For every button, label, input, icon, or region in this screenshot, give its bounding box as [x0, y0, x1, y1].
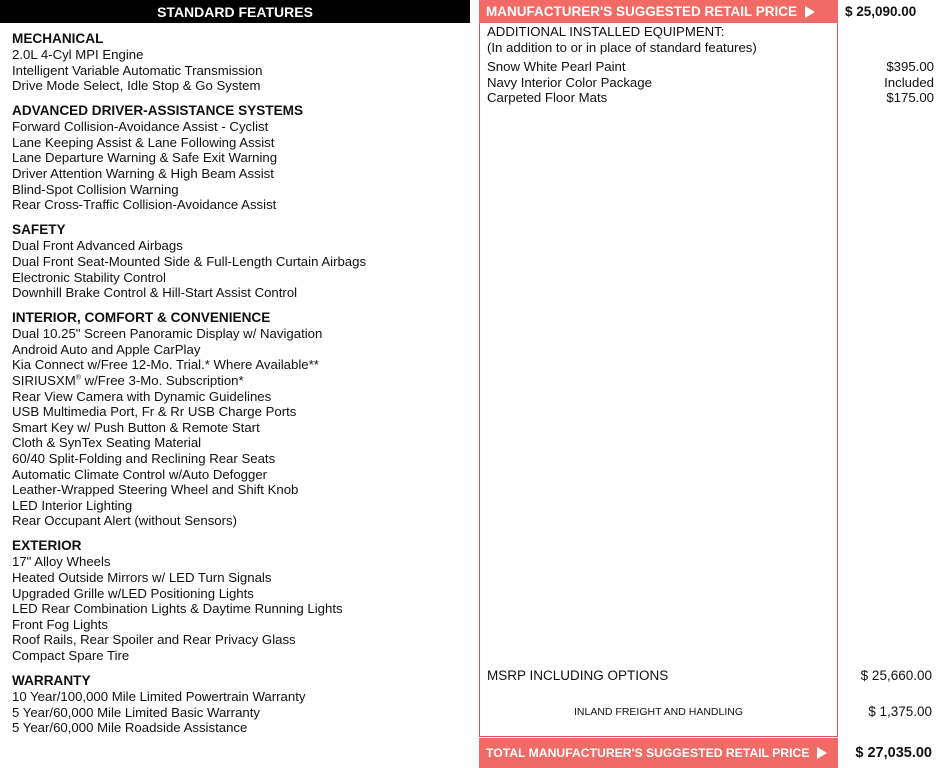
feature-item: LED Interior Lighting [12, 497, 133, 513]
feature-item: Electronic Stability Control [12, 269, 166, 285]
feature-item: SIRIUSXM® w/Free 3-Mo. Subscription* [12, 373, 244, 388]
feature-item: Dual 10.25" Screen Panoramic Display w/ Navigation [12, 326, 323, 342]
section-title: INTERIOR, COMFORT & CONVENIENCE [12, 310, 271, 326]
msrp-header [479, 0, 838, 23]
msrp-including-options-label: MSRP INCLUDING OPTIONS [487, 668, 669, 683]
feature-item: 5 Year/60,000 Mile Limited Basic Warranty [12, 704, 260, 720]
section-title: SAFETY [12, 222, 66, 238]
section-title: MECHANICAL [12, 31, 104, 46]
feature-section [12, 222, 472, 300]
feature-item: Automatic Climate Control w/Auto Defogger [12, 466, 268, 482]
option-name: Carpeted Floor Mats [487, 90, 608, 106]
standard-features-header [0, 0, 470, 23]
feature-item: Heated Outside Mirrors w/ LED Turn Signals [12, 570, 272, 586]
feature-item: Smart Key w/ Push Button & Remote Start [12, 419, 260, 435]
feature-item: Lane Departure Warning & Safe Exit Warning [12, 150, 278, 166]
total-msrp-header [479, 738, 838, 768]
feature-item: 17" Alloy Wheels [12, 554, 111, 570]
section-title: EXTERIOR [12, 538, 82, 554]
options-subtitle: (In addition to or in place of standard features) [487, 39, 757, 55]
feature-item: 10 Year/100,000 Mile Limited Powertrain Warranty [12, 689, 306, 705]
feature-item: Compact Spare Tire [12, 648, 130, 663]
option-name: Snow White Pearl Paint [487, 59, 626, 74]
feature-item: Downhill Brake Control & Hill-Start Assist Control [12, 285, 298, 301]
pricing-panel [479, 0, 838, 737]
feature-item: LED Rear Combination Lights & Daytime Running Lights [12, 601, 343, 617]
feature-item: Roof Rails, Rear Spoiler and Rear Privacy Glass [12, 632, 296, 648]
feature-section [12, 310, 472, 529]
option-row [487, 75, 934, 91]
feature-item: Kia Connect w/Free 12-Mo. Trial.* Where Available** [12, 357, 319, 373]
msrp-including-options-value: $ 25,660.00 [860, 668, 932, 683]
feature-item: Forward Collision-Avoidance Assist - Cyclist [12, 119, 269, 135]
feature-item: Cloth & SynTex Seating Material [12, 435, 202, 451]
feature-item: 2.0L 4-Cyl MPI Engine [12, 47, 144, 62]
feature-item: Drive Mode Select, Idle Stop & Go System [12, 78, 261, 94]
option-row [487, 90, 934, 106]
feature-item: USB Multimedia Port, Fr & Rr USB Charge Ports [12, 404, 297, 420]
option-price: $395.00 [886, 59, 934, 74]
feature-item: 60/40 Split-Folding and Reclining Rear Seats [12, 450, 276, 466]
section-title: ADVANCED DRIVER-ASSISTANCE SYSTEMS [12, 103, 304, 119]
feature-item: 5 Year/60,000 Mile Roadside Assistance [12, 720, 248, 736]
total-msrp-value: $ 27,035.00 [855, 745, 932, 761]
base-price: $ 25,090.00 [845, 4, 917, 19]
arrow-right-icon [805, 6, 815, 18]
feature-item: Android Auto and Apple CarPlay [12, 341, 201, 357]
feature-item: Upgraded Grille w/LED Positioning Lights [12, 585, 254, 601]
option-price: $175.00 [886, 90, 934, 106]
total-msrp-label: TOTAL MANUFACTURER'S SUGGESTED RETAIL PRICE [486, 746, 810, 760]
feature-item: Leather-Wrapped Steering Wheel and Shift Knob [12, 482, 299, 498]
option-name: Navy Interior Color Package [487, 74, 652, 90]
feature-item: Rear Cross-Traffic Collision-Avoidance Assist [12, 197, 277, 213]
feature-item: Intelligent Variable Automatic Transmission [12, 62, 263, 78]
feature-item: Rear View Camera with Dynamic Guidelines [12, 388, 272, 404]
feature-item: Driver Attention Warning & High Beam Assist [12, 166, 274, 182]
feature-item: Dual Front Advanced Airbags [12, 238, 183, 254]
standard-features-title: STANDARD FEATURES [157, 3, 313, 20]
options-title: ADDITIONAL INSTALLED EQUIPMENT: [487, 24, 725, 39]
freight-label: INLAND FREIGHT AND HANDLING [574, 706, 743, 718]
options-intro [487, 24, 757, 55]
feature-item: Front Fog Lights [12, 616, 109, 632]
arrow-right-icon [817, 747, 827, 759]
feature-section [12, 103, 472, 213]
option-price: Included [884, 74, 934, 90]
options-list [487, 59, 934, 106]
feature-section [12, 31, 472, 94]
freight-value: $ 1,375.00 [868, 704, 932, 719]
option-row [487, 59, 934, 75]
standard-features-list [12, 31, 472, 745]
feature-section [12, 673, 472, 736]
feature-item: Rear Occupant Alert (without Sensors) [12, 513, 238, 529]
feature-section [12, 538, 472, 663]
msrp-header-label: MANUFACTURER'S SUGGESTED RETAIL PRICE [486, 4, 797, 19]
feature-item: Dual Front Seat-Mounted Side & Full-Length Curtain Airbags [12, 253, 367, 269]
section-title: WARRANTY [12, 673, 91, 689]
feature-item: Lane Keeping Assist & Lane Following Assist [12, 134, 275, 150]
feature-item: Blind-Spot Collision Warning [12, 181, 179, 197]
